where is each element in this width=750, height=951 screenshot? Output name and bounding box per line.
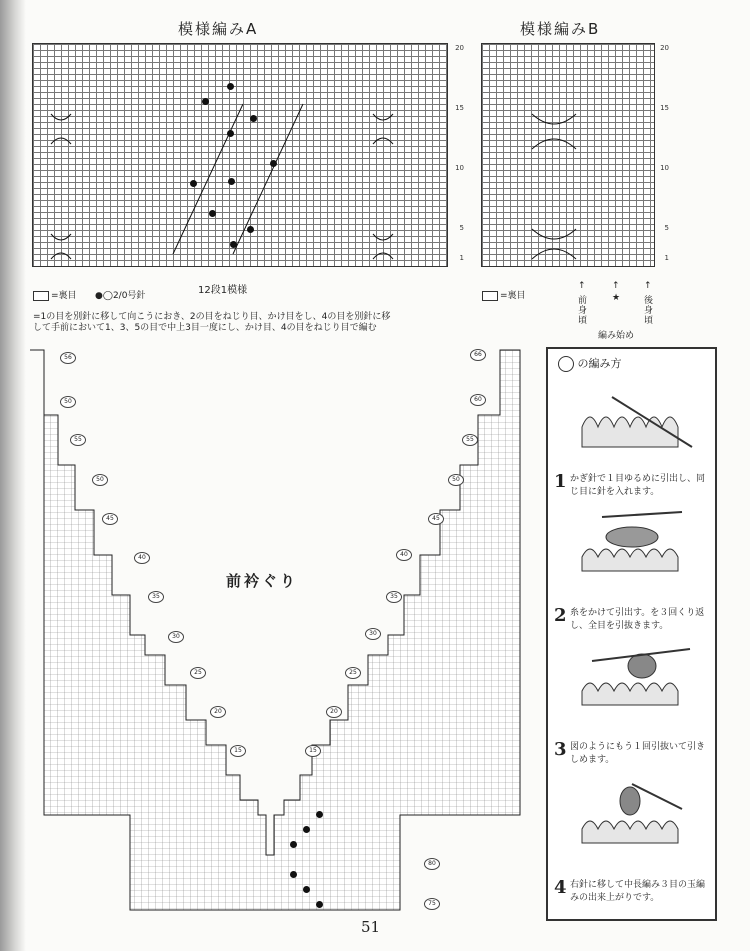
bobble-dot (290, 841, 297, 848)
front-body-label: 前身頃 (578, 296, 588, 326)
bobble-dot (228, 178, 235, 185)
bobble-dot (290, 871, 297, 878)
start-label: 編み始め (598, 331, 635, 341)
howto-step-2: 2 糸をかけて引出す。を３回くり返し、全目を引抜きます。 (554, 605, 705, 631)
row-bubble: 66 (470, 349, 486, 361)
row-bubble: 40 (396, 549, 412, 561)
pattern-a-row-numbers: 20 15 10 5 1 (455, 44, 464, 262)
row-bubble: 35 (386, 591, 402, 603)
howto-step-3: 3 図のようにもう１回引抜いて引きしめます。 (554, 739, 706, 765)
pattern-a-legend-needle: ●◯2/0号針 (95, 291, 146, 301)
row-bubble: 20 (210, 706, 226, 718)
pattern-a-cable-lines (33, 44, 447, 266)
bobble-dot (303, 826, 310, 833)
bobble-dot (270, 160, 277, 167)
row-bubble: 55 (462, 434, 478, 446)
row-bubble: 75 (424, 898, 440, 910)
howto-title: の編み方 (558, 355, 622, 372)
front-neckline-label: 前衿ぐり (226, 572, 299, 590)
bobble-dot (202, 98, 209, 105)
pattern-b-title: 模様編みB (520, 20, 601, 38)
row-bubble: 55 (70, 434, 86, 446)
row-bubble: 20 (326, 706, 342, 718)
pattern-b-row-numbers: 20 15 10 5 1 (660, 44, 669, 262)
row-bubble: 56 (60, 352, 76, 364)
row-bubble: 60 (470, 394, 486, 406)
neckline-chart (30, 345, 530, 915)
bobble-dot (227, 83, 234, 90)
bobble-dot (230, 241, 237, 248)
row-bubble: 25 (190, 667, 206, 679)
howto-panel (546, 347, 717, 921)
book-spine-shadow (0, 0, 26, 951)
bobble-dot (190, 180, 197, 187)
pattern-a-legend-purl: =裏目 (33, 290, 77, 302)
bobble-dot (247, 226, 254, 233)
howto-step-4: 4 右針に移して中長編み３目の玉編みの出来上がりです。 (554, 877, 706, 903)
bobble-dot (303, 886, 310, 893)
bobble-dot (227, 130, 234, 137)
row-bubble: 80 (424, 858, 440, 870)
step3-illustration (572, 641, 700, 709)
row-bubble: 35 (148, 591, 164, 603)
pattern-a-grid (32, 43, 448, 267)
howto-step-1: 1 かぎ針で１目ゆるめに引出し、同じ目に針を入れます。 (554, 471, 706, 497)
back-body-label: 後身頃 (644, 296, 654, 326)
pattern-a-title: 模様編みA (178, 20, 259, 38)
pattern-b-cable-lines (482, 44, 654, 266)
row-bubble: 15 (230, 745, 246, 757)
bobble-dot (209, 210, 216, 217)
row-bubble: 25 (345, 667, 361, 679)
row-bubble: 30 (365, 628, 381, 640)
pattern-b-grid (481, 43, 655, 267)
step1-illustration (572, 387, 700, 455)
star-marker: ★ (612, 293, 621, 303)
row-bubble: 45 (428, 513, 444, 525)
row-bubble: 40 (134, 552, 150, 564)
row-bubble: 50 (448, 474, 464, 486)
bobble-dot (316, 901, 323, 908)
row-bubble: 30 (168, 631, 184, 643)
row-bubble: 45 (102, 513, 118, 525)
bobble-dot (250, 115, 257, 122)
row-bubble: 50 (60, 396, 76, 408)
row-bubble: 15 (305, 745, 321, 757)
pattern-b-legend-purl: =裏目 (482, 290, 526, 302)
step2-illustration (572, 507, 700, 575)
step4-illustration (572, 779, 700, 847)
pattern-a-repeat-label: 12段1模様 (198, 285, 248, 296)
bobble-dot (316, 811, 323, 818)
bobble-symbol-icon (558, 356, 574, 372)
row-bubble: 50 (92, 474, 108, 486)
cable-instruction-note: =1の目を別針に移して向こうにおき、2の目をねじり目、かけ目をし、4の目を別針に移して手前において1、3、5の目で中上3目一度にし、かけ目、4の目をねじり目で編む (33, 312, 391, 333)
page-number: 51 (361, 918, 381, 936)
